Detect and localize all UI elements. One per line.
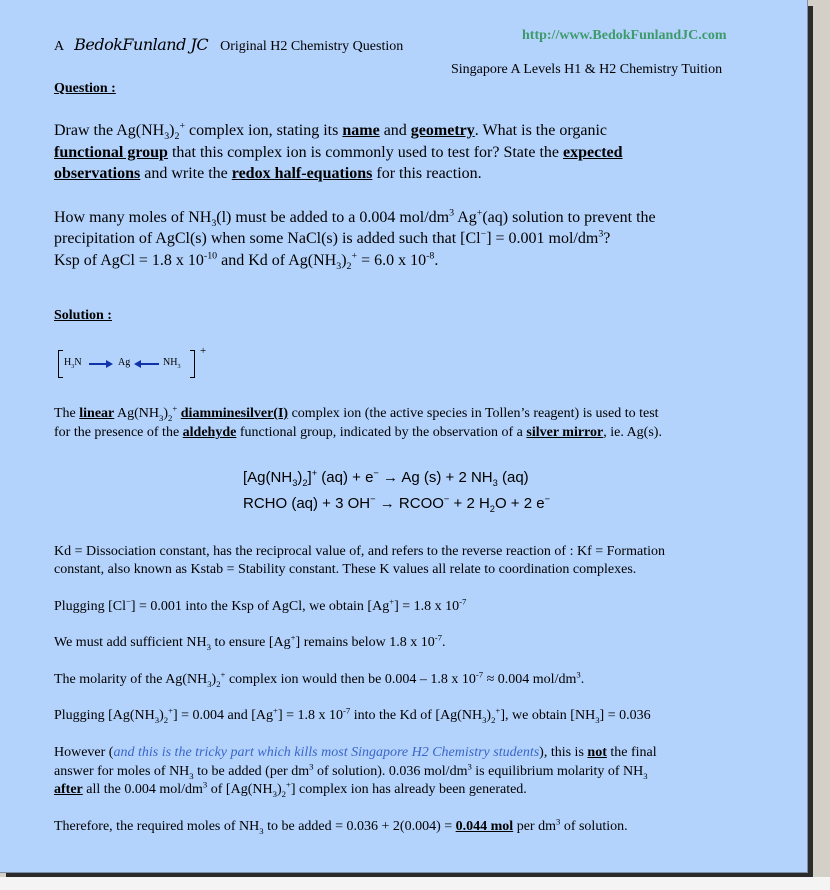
question-p1-line2: functional group that this complex ion is commonly used to test for? State the expected: [54, 144, 623, 161]
keyword-not: not: [587, 745, 607, 760]
header-brand: [54, 35, 403, 55]
keyword-name: name: [342, 122, 380, 139]
question-heading: Question :: [54, 81, 116, 96]
however-line1: However (and this is the tricky part which kills most Singapore H2 Chemistry students), this is not the final: [54, 745, 657, 760]
viewer-background-strip: [0, 877, 830, 890]
however-line3: after all the 0.004 mol/$dm^3$ of $[Ag(NH_3)_2^+]$ complex ion has already been generated.: [54, 779, 527, 799]
keyword-diamminesilver: diamminesilver(I): [180, 406, 289, 421]
kd-explanation-line1: Kd = Dissociation constant, has the reciprocal value of, and refers to the reverse reaction of : Kf = Formation: [54, 544, 665, 559]
header-a: A: [54, 39, 65, 54]
plugging-ksp-line: Plugging [Cl−] = 0.001 into the Ksp of AgCl, we obtain [Ag+] = 1.8 x $10^{-7}$: [54, 596, 467, 614]
dative-bond-arrow-left: [140, 363, 159, 365]
keyword-observations: observations: [54, 165, 141, 182]
keyword-linear: linear: [79, 406, 115, 421]
site-url-link[interactable]: http://www.BedokFunlandJC.com: [522, 28, 727, 43]
keyword-redox-half-equations: redox half-equations: [231, 165, 373, 182]
question-p2-line3: Ksp of AgCl = 1.8 x $10^{-10}$ and Kd of $Ag(NH_3)_2^+ = 6.0$ x $10^{-8}$.: [54, 250, 439, 273]
header-tagline: Singapore A Levels H1 & H2 Chemistry Tuition: [451, 62, 723, 77]
question-p1-line3: observations and write the redox half-equations for this reaction.: [54, 165, 482, 182]
question-p2-line2: precipitation of AgCl(s) when some NaCl(s) is added such that [Cl−] = 0.001 mol/$dm^3$?: [54, 228, 611, 247]
dative-bond-arrow-right: [89, 363, 107, 365]
solution-s1-line2: for the presence of the aldehyde functional group, indicated by the observation of a silver mirror, ie. Ag(s).: [54, 425, 662, 440]
tricky-part-note: and this is the tricky part which kills most Singapore H2 Chemistry students: [113, 745, 540, 760]
keyword-silver-mirror: silver mirror: [526, 425, 604, 440]
final-answer-line: Therefore, the required moles of $NH_3$ to be added = 0.036 + 2(0.004) = 0.044 mol per $dm^3$ of solution.: [54, 816, 628, 836]
page-shadow-right: [808, 6, 813, 874]
question-p1-line1: Draw the $Ag(NH_3)_2^+$ complex ion, stating its name and geometry. What is the organic: [54, 120, 608, 143]
half-equation-reduction: $[Ag(NH_3)_2]^+$ (aq) + e− → Ag (s) + 2 $NH_3$ (aq): [243, 468, 529, 488]
complex-charge: +: [200, 345, 207, 357]
keyword-functional-group: functional group: [54, 144, 168, 161]
keyword-after: after: [54, 782, 83, 797]
solution-s1-line1: The linear $Ag(NH_3)_2^+$ diamminesilver(I) complex ion (the active species in Tollen’s reagent) is used to test: [54, 403, 659, 423]
left-bracket: [58, 350, 63, 378]
h3n-ligand: $H_3N$: [64, 357, 82, 370]
nh3-ligand: $NH_3$: [163, 357, 181, 370]
silver-center: Ag: [118, 357, 131, 368]
question-p2-line1: How many moles of $NH_3(l)$ must be added to a 0.004 mol/$dm^3$ Ag+(aq) solution to prevent the: [54, 207, 656, 230]
half-equation-oxidation: RCHO (aq) + 3 OH− → RCOO− + 2 $H_2O + 2$ e−: [243, 494, 551, 514]
keyword-expected: expected: [563, 144, 623, 161]
solution-heading: Solution :: [54, 308, 112, 323]
right-bracket: [190, 350, 195, 378]
molarity-line: The molarity of the $Ag(NH_3)_2^+$ complex ion would then be 0.004 – 1.8 x $10^{-7} \approx 0.004$ mol/$dm^3$.: [54, 669, 585, 689]
keyword-aldehyde: aldehyde: [182, 425, 237, 440]
kd-explanation-line2: constant, also known as Kstab = Stability constant. These K values all relate to coordination complexes.: [54, 562, 637, 577]
header-title: Original H2 Chemistry Question: [220, 39, 404, 54]
plugging-kd-line: Plugging $[Ag(NH_3)_2^+] = 0.004$ and [Ag+] = 1.8 x $10^{-7}$ into the Kd of $[Ag(NH_3)_2^+]$, we obtain $[NH_3] = 0.036$: [54, 705, 651, 725]
keyword-geometry: geometry: [410, 122, 475, 139]
arrow-head-right-icon: [106, 360, 113, 368]
final-answer-value: 0.044 mol: [455, 819, 514, 834]
sufficient-nh3-line: We must add sufficient $NH_3$ to ensure [Ag+] remains below 1.8 x $10^{-7}$.: [54, 632, 446, 652]
however-line2: answer for moles of $NH_3$ to be added (per $dm^3$ of solution). 0.036 mol/$dm^3$ is equilibrium molarity of $NH_3$: [54, 761, 648, 781]
site-logo: BedokFunland JC: [74, 35, 209, 54]
